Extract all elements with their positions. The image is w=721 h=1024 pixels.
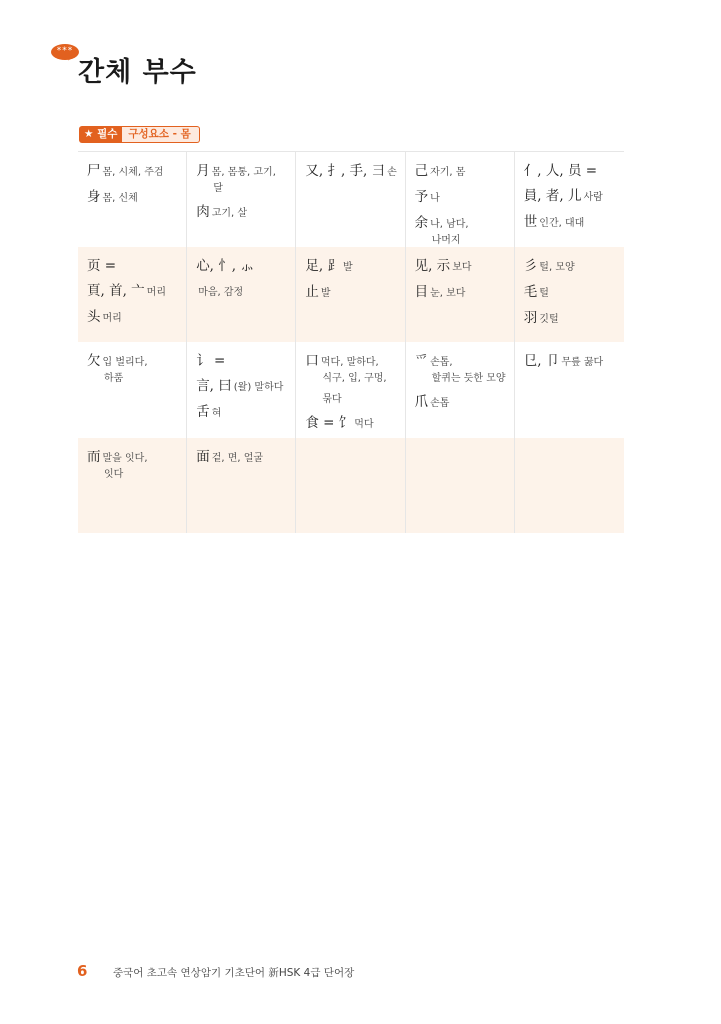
radical-chars: 世 bbox=[523, 214, 538, 230]
section-label bbox=[79, 126, 200, 143]
radical-entry bbox=[415, 256, 508, 276]
table-cell bbox=[187, 151, 296, 247]
radical-chars: 讠 = bbox=[196, 353, 226, 369]
table-cell bbox=[406, 247, 515, 343]
table-cell bbox=[406, 151, 515, 247]
radical-meaning: 털, 모양 bbox=[539, 261, 575, 273]
radical-chars: 口 bbox=[305, 353, 319, 369]
table-cell bbox=[78, 438, 187, 534]
radical-entry bbox=[196, 447, 289, 467]
radical-entry bbox=[524, 351, 618, 371]
radical-chars: 員, 者, 儿 bbox=[523, 188, 582, 204]
radical-entry bbox=[196, 256, 289, 275]
radical-meaning: 먹다 bbox=[354, 419, 374, 430]
radical-chars: 目 bbox=[414, 283, 429, 300]
radical-meaning: 마음, 감정 bbox=[198, 286, 244, 298]
radical-meaning-continued: 할퀴는 듯한 모양 bbox=[431, 373, 506, 384]
page-title: 간체 부수 bbox=[78, 57, 197, 88]
radical-meaning: 말을 잇다, bbox=[102, 452, 148, 464]
radical-chars: 月 bbox=[196, 163, 210, 179]
table-cell bbox=[78, 151, 187, 247]
table-cell bbox=[187, 438, 296, 534]
radical-chars: 爫 bbox=[414, 353, 429, 369]
radical-chars: 身 bbox=[87, 189, 101, 205]
radical-meaning: 발 bbox=[320, 287, 331, 299]
radical-meaning: 나 bbox=[430, 193, 440, 204]
radical-entry bbox=[196, 161, 289, 196]
radical-chars: 爪 bbox=[414, 394, 429, 410]
table-cell bbox=[296, 151, 405, 247]
section-tag: ★ 필수 bbox=[79, 126, 122, 143]
radical-meaning: 손톱, bbox=[430, 357, 453, 368]
table-cell bbox=[187, 342, 296, 438]
radical-entry bbox=[305, 161, 398, 181]
radical-entry bbox=[305, 256, 398, 276]
radical-entry bbox=[524, 256, 618, 276]
table-cell bbox=[78, 247, 187, 343]
radical-entry bbox=[305, 282, 398, 302]
table-cell bbox=[515, 151, 624, 247]
radical-chars: 面 bbox=[196, 448, 210, 465]
radical-entry bbox=[305, 351, 398, 386]
radical-entry bbox=[87, 281, 180, 301]
radical-chars: 食 = 饣 bbox=[305, 415, 353, 431]
radical-meaning: 입 벌리다, bbox=[102, 357, 148, 368]
table-cell bbox=[406, 438, 515, 534]
radical-meaning-continued: 묶다 bbox=[322, 394, 342, 405]
radical-meaning: 인간, 대대 bbox=[539, 218, 585, 229]
radical-entry bbox=[524, 212, 618, 232]
radical-meaning: (왈) 말하다 bbox=[233, 382, 284, 393]
radical-entry bbox=[415, 213, 508, 248]
radical-meaning-continued: 식구, 입, 구멍, bbox=[322, 373, 387, 384]
radical-meaning-continued: 잇다 bbox=[104, 468, 124, 480]
radical-entry bbox=[87, 447, 180, 482]
radical-table bbox=[78, 151, 624, 533]
radical-meaning: 보다 bbox=[452, 261, 472, 273]
radical-chars: 㔾, 卩 bbox=[523, 353, 560, 369]
radical-meaning: 발 bbox=[342, 261, 353, 273]
radical-chars: 余 bbox=[414, 215, 429, 231]
radical-entry bbox=[415, 392, 508, 412]
radical-entry bbox=[305, 392, 398, 407]
radical-meaning: 겉, 면, 얼굴 bbox=[211, 452, 264, 464]
radical-entry bbox=[415, 187, 508, 207]
radical-chars: 而 bbox=[87, 448, 101, 465]
radical-chars: 又, 扌, 手, ⺕ bbox=[305, 163, 386, 179]
radical-chars: 舌 bbox=[196, 404, 210, 420]
radical-meaning-continued: 달 bbox=[213, 183, 223, 194]
radical-meaning: 나, 남다, bbox=[430, 219, 469, 230]
radical-chars: 毛 bbox=[523, 283, 538, 300]
radical-entry bbox=[524, 186, 618, 206]
radical-entry bbox=[196, 402, 289, 422]
table-cell bbox=[296, 247, 405, 343]
page-number: 6 bbox=[77, 962, 88, 980]
table-cell bbox=[406, 342, 515, 438]
radical-meaning: 고기, 살 bbox=[211, 208, 248, 219]
speech-bubble-icon: *** bbox=[51, 44, 79, 60]
radical-chars: 己 bbox=[414, 163, 429, 179]
radical-meaning: 깃털 bbox=[539, 313, 559, 325]
radical-chars: 头 bbox=[87, 308, 101, 325]
section-subtitle: 구성요소 - 몸 bbox=[122, 126, 199, 143]
radical-entry bbox=[524, 161, 618, 180]
radical-chars: 肉 bbox=[196, 204, 210, 220]
radical-entry bbox=[196, 351, 289, 370]
radical-meaning: 머리 bbox=[146, 286, 166, 298]
radical-meaning: 몸, 몸통, 고기, bbox=[211, 167, 276, 178]
table-cell bbox=[515, 342, 624, 438]
radical-chars: 亻, 人, 员 = bbox=[523, 163, 598, 179]
table-cell bbox=[515, 438, 624, 534]
radical-chars: 欠 bbox=[87, 353, 101, 369]
radical-meaning: 무릎 꿇다 bbox=[561, 357, 604, 368]
radical-meaning: 몸, 시체, 주검 bbox=[102, 167, 164, 178]
radical-meaning: 혀 bbox=[211, 408, 222, 419]
radical-chars: 彡 bbox=[523, 257, 538, 274]
radical-meaning: 머리 bbox=[102, 312, 122, 324]
radical-meaning: 손톱 bbox=[430, 398, 450, 409]
table-cell bbox=[187, 247, 296, 343]
radical-chars: 羽 bbox=[523, 309, 538, 326]
radical-chars: 止 bbox=[305, 283, 319, 300]
radical-entry bbox=[524, 308, 618, 328]
radical-chars: 足, ⻊ bbox=[305, 257, 341, 274]
table-cell bbox=[296, 438, 405, 534]
radical-chars: 心, 忄, ⺗ bbox=[196, 257, 254, 274]
radical-meaning: 먹다, 말하다, bbox=[320, 357, 379, 368]
radical-entry bbox=[305, 413, 398, 433]
radical-meaning-continued: 나머지 bbox=[431, 235, 461, 246]
radical-chars: 頁, 首, ⼇ bbox=[87, 282, 145, 299]
radical-entry bbox=[87, 351, 180, 386]
book-title: 중국어 초고속 연상암기 기초단어 新HSK 4급 단어장 bbox=[113, 967, 355, 979]
radical-entry bbox=[196, 376, 289, 396]
radical-entry bbox=[524, 282, 618, 302]
radical-entry bbox=[196, 202, 289, 222]
radical-entry bbox=[87, 161, 180, 181]
radical-chars: 言, 曰 bbox=[196, 378, 232, 394]
radical-entry bbox=[87, 256, 180, 275]
radical-meaning: 몸, 신체 bbox=[102, 193, 138, 204]
table-cell bbox=[296, 342, 405, 438]
radical-entry bbox=[87, 187, 180, 207]
radical-chars: 予 bbox=[414, 189, 429, 205]
radical-entry bbox=[196, 281, 289, 301]
radical-chars: 见, 示 bbox=[414, 257, 451, 274]
radical-chars: 页 = bbox=[87, 257, 117, 274]
radical-meaning: 털 bbox=[539, 287, 549, 299]
radical-meaning-continued: 하품 bbox=[104, 373, 124, 384]
radical-meaning: 사람 bbox=[583, 192, 603, 203]
table-cell bbox=[78, 342, 187, 438]
radical-chars: 尸 bbox=[87, 163, 101, 179]
table-cell bbox=[515, 247, 624, 343]
radical-meaning: 자기, 몸 bbox=[430, 167, 466, 178]
radical-entry bbox=[87, 307, 180, 327]
radical-entry bbox=[415, 351, 508, 386]
radical-entry bbox=[415, 161, 508, 181]
radical-entry bbox=[415, 282, 508, 302]
radical-meaning: 눈, 보다 bbox=[430, 287, 466, 299]
radical-meaning: 손 bbox=[387, 167, 397, 178]
